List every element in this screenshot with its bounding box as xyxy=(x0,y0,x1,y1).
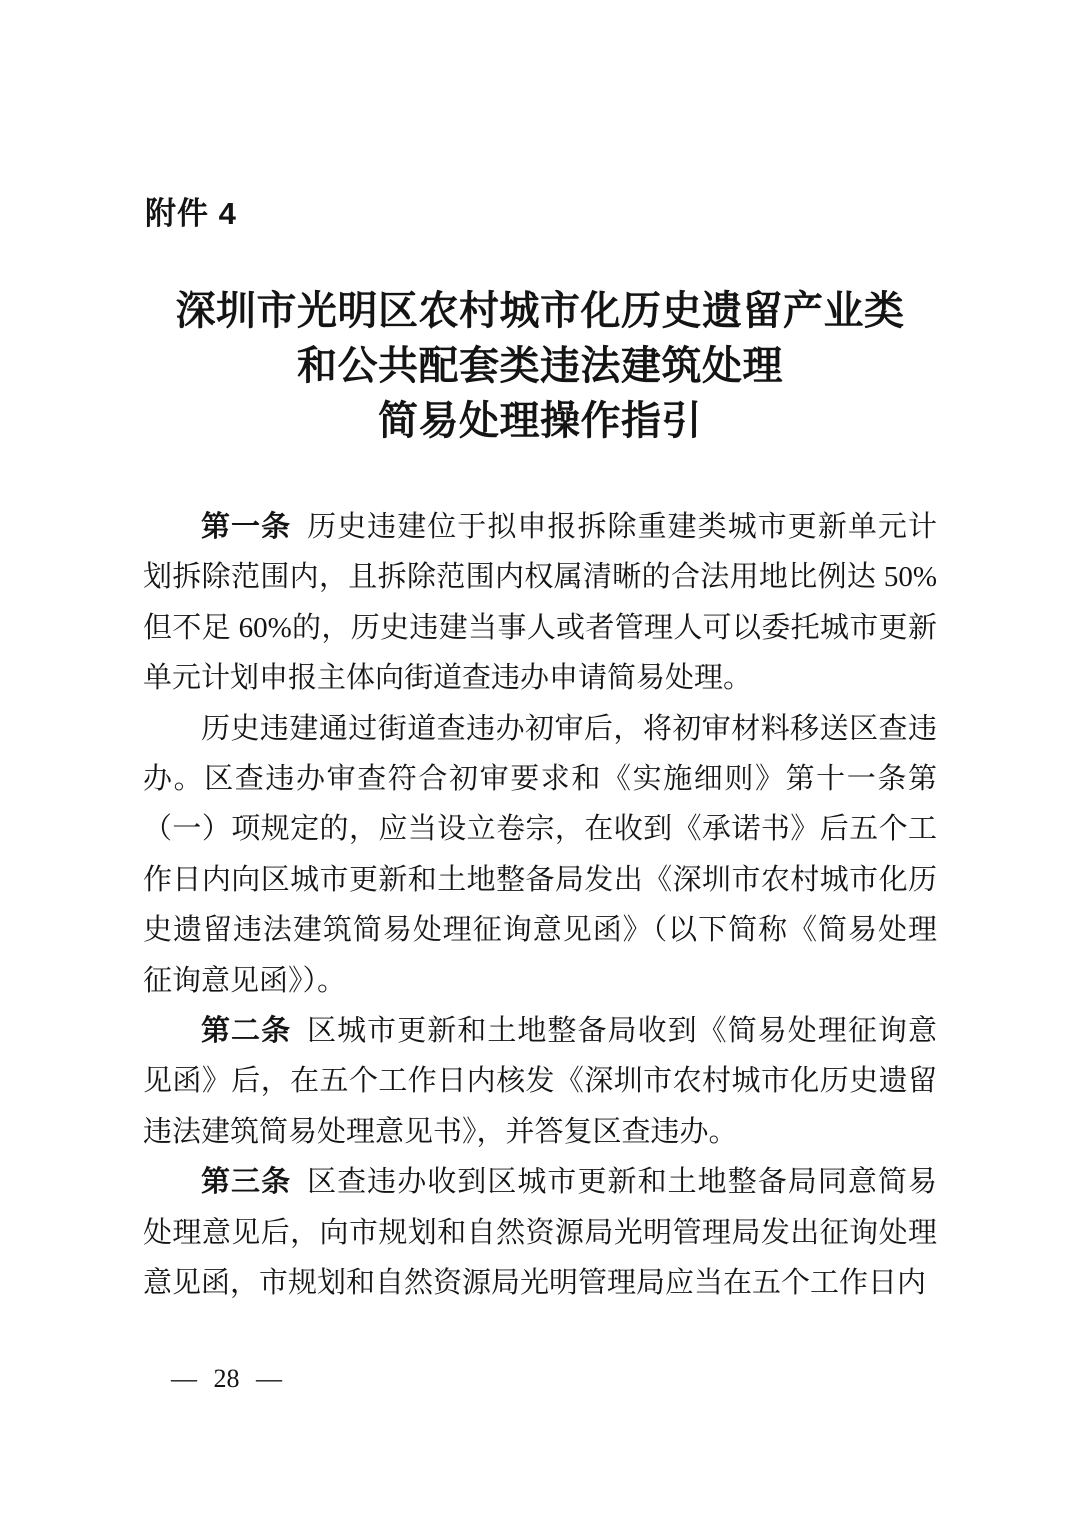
paragraph-article-1 xyxy=(143,502,937,704)
title-line-2: 和公共配套类违法建筑处理 xyxy=(297,343,783,388)
article-2-text: 区城市更新和土地整备局收到《简易处理征询意见函》后，在五个工作日内核发《深圳市农村城市化历史遗留违法建筑简易处理意见书》，并答复区查违办。 xyxy=(143,1015,937,1148)
page-number: — 28 — xyxy=(171,1364,282,1393)
article-3-lead: 第三条 xyxy=(201,1166,292,1199)
paragraph-continuation xyxy=(143,704,937,1006)
article-2-lead: 第二条 xyxy=(201,1015,292,1048)
document-body xyxy=(143,502,937,1309)
title-line-1: 深圳市光明区农村城市化历史遗留产业类 xyxy=(175,288,905,333)
title-line-3: 简易处理操作指引 xyxy=(378,398,702,443)
article-3-text: 区查违办收到区城市更新和土地整备局同意简易处理意见后，向市规划和自然资源局光明管理局发出征询处理意见函，市规划和自然资源局光明管理局应当在五个工作日内 xyxy=(143,1166,937,1300)
paragraph-article-2 xyxy=(143,1006,937,1157)
attachment-label: 附件 4 xyxy=(145,196,237,231)
paragraph-article-3 xyxy=(143,1157,937,1308)
article-1-text: 历史违建位于拟申报拆除重建类城市更新单元计划拆除范围内，且拆除范围内权属清晰的合法用地比例达 50%但不足 60%的，历史违建当事人或者管理人可以委托城市更新单元计划申报主体向街道查违办申请简易处理。 xyxy=(143,511,937,695)
document-title xyxy=(0,283,1080,448)
article-1-lead: 第一条 xyxy=(201,511,292,543)
continuation-text: 历史违建通过街道查违办初审后，将初审材料移送区查违办。区查违办审查符合初审要求和《实施细则》第十一条第（一）项规定的，应当设立卷宗，在收到《承诺书》后五个工作日内向区城市更新和土地整备局发出《深圳市农村城市化历史遗留违法建筑简易处理征询意见函》（以下简称《简易处理征询意见函》）。 xyxy=(143,712,937,997)
